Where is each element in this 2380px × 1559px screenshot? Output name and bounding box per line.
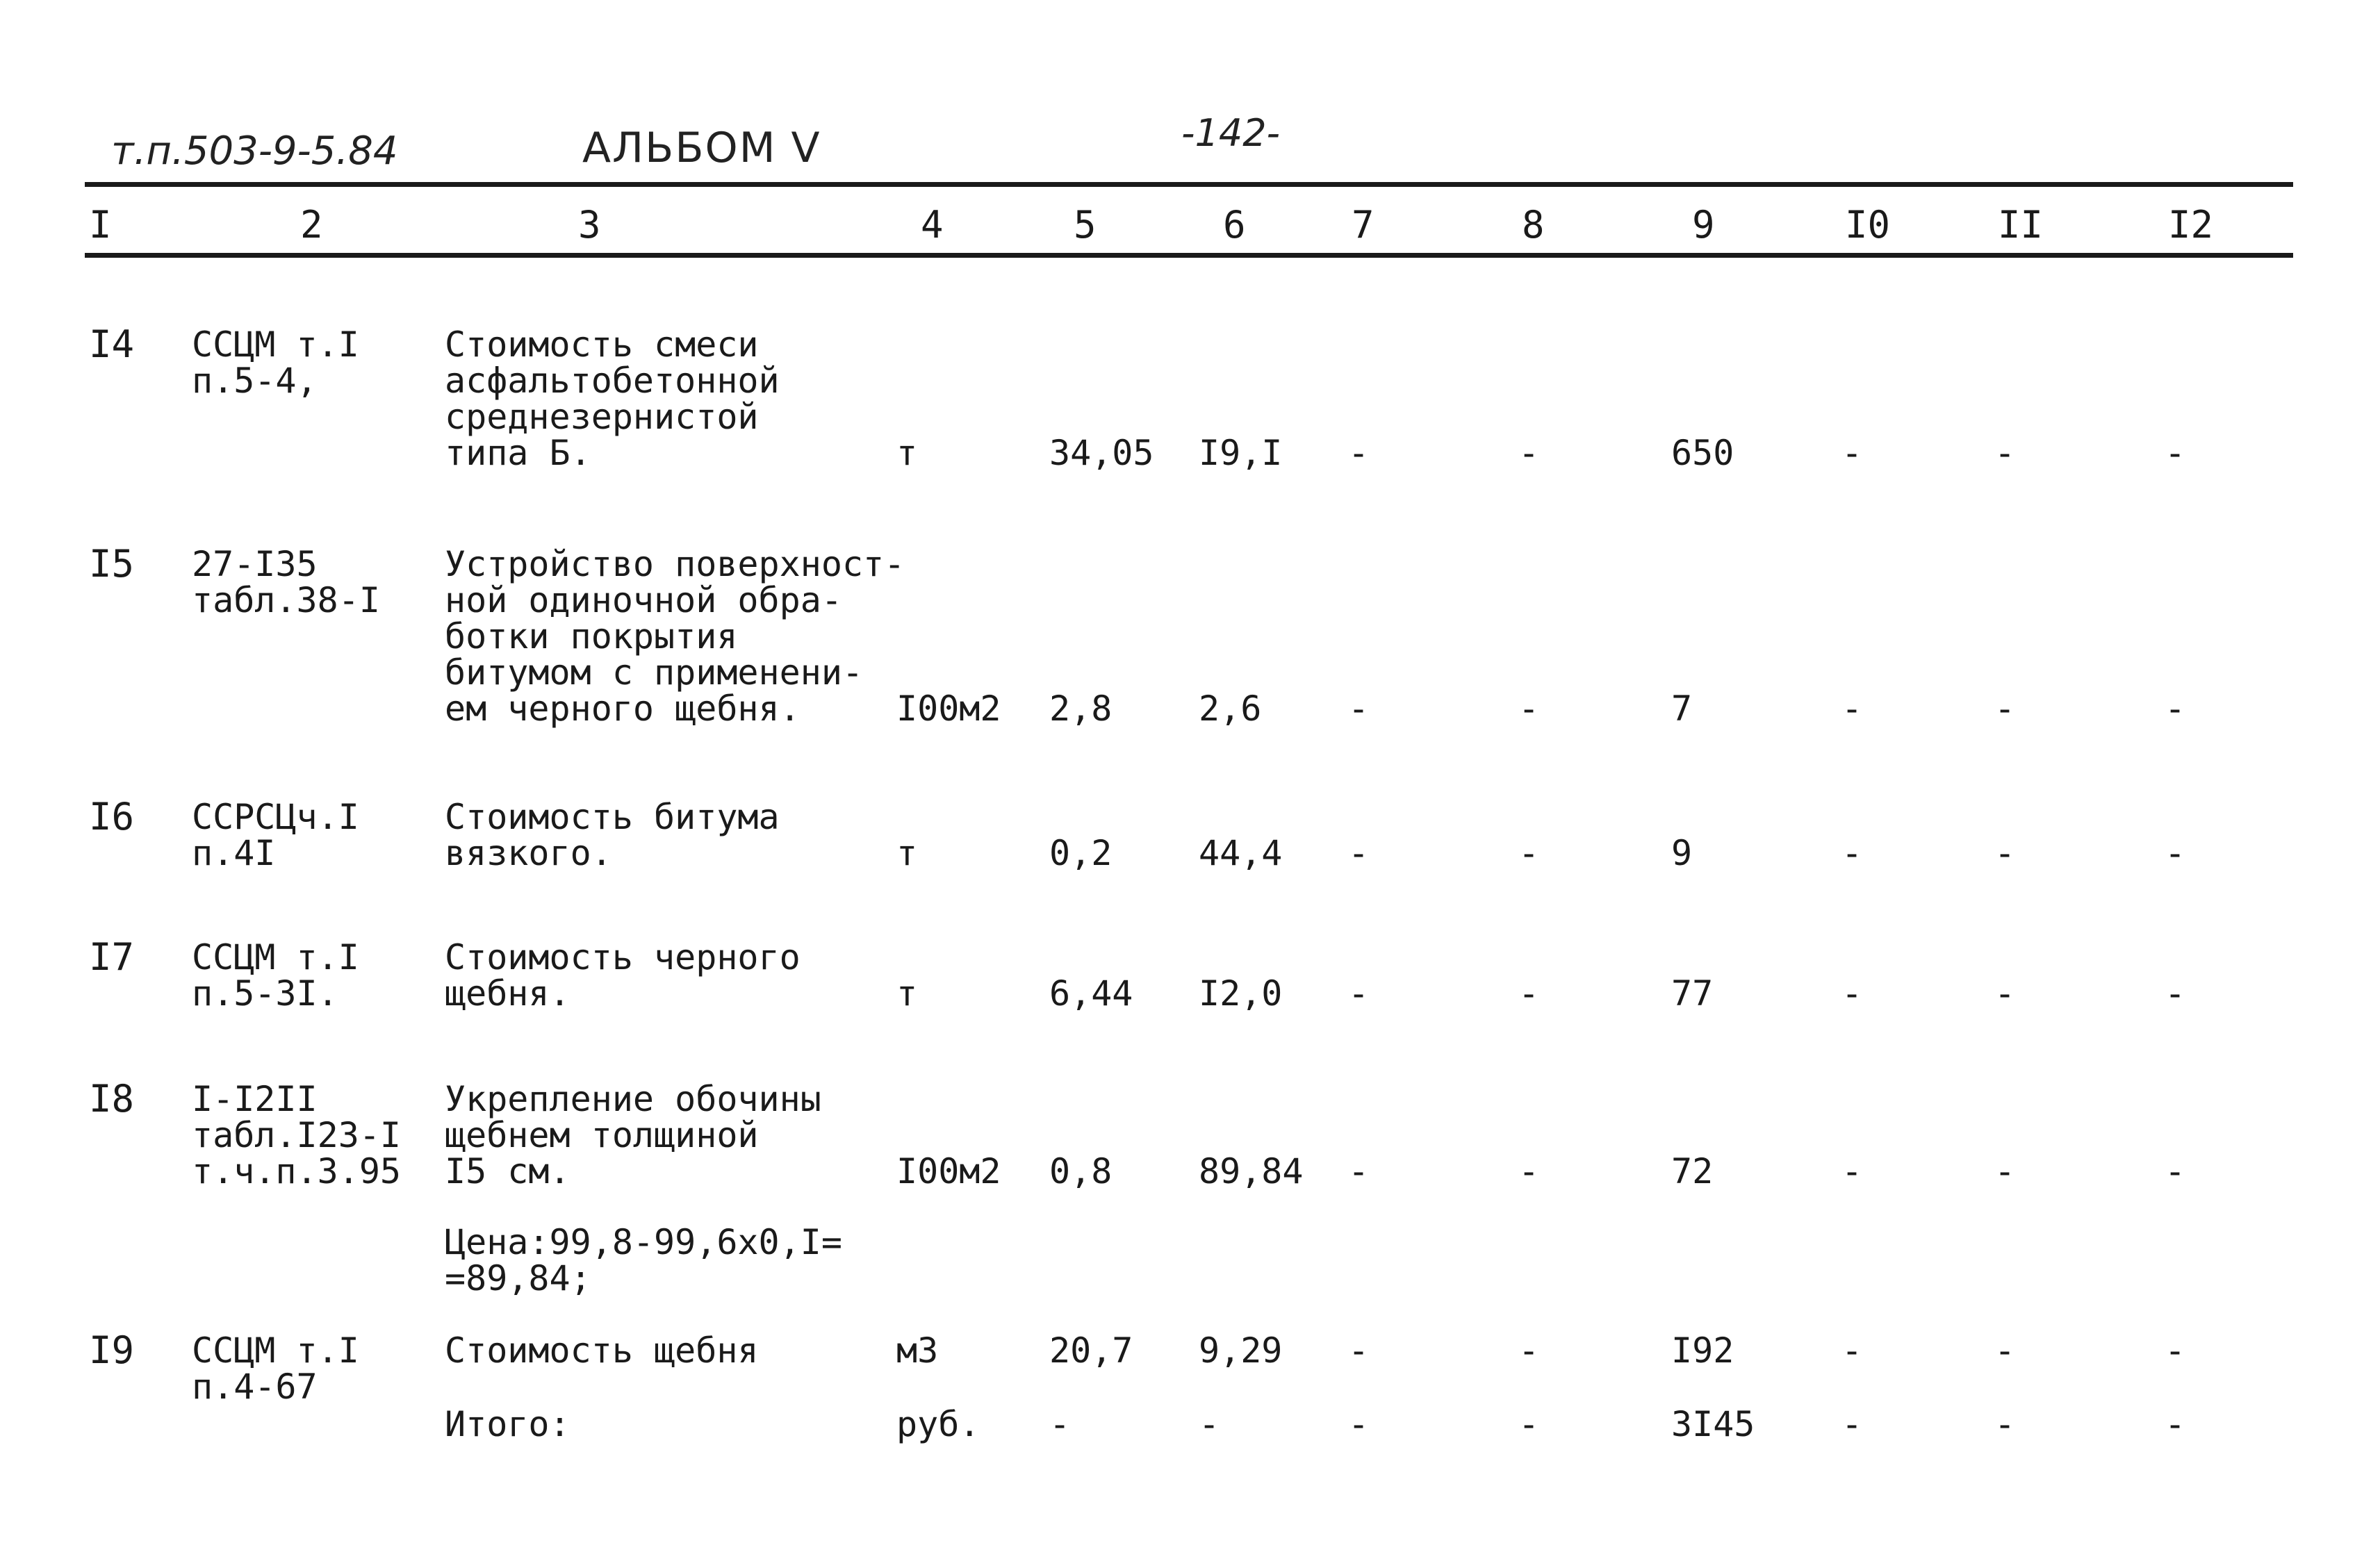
row-price: 89,84: [1199, 1151, 1304, 1191]
row-qty: -: [1049, 1404, 1071, 1444]
row-price: I9,I: [1199, 433, 1283, 473]
page-number: -142-: [1181, 111, 1281, 155]
row-col12: -: [2165, 433, 2186, 473]
row-col7: -: [1348, 973, 1370, 1014]
row-description: Стоимость черного щебня.: [445, 937, 801, 1014]
row-price: 2,6: [1199, 688, 1262, 729]
row-number: I6: [89, 795, 135, 839]
row-qty: 2,8: [1049, 688, 1113, 729]
header-rule-top: [85, 182, 2293, 187]
col-header-11: II: [1998, 203, 2044, 247]
row-col10: -: [1841, 1404, 1863, 1444]
col-header-2: 2: [300, 203, 323, 247]
col-header-6: 6: [1223, 203, 1246, 247]
row-col7: -: [1348, 433, 1370, 473]
row-description: Стоимость смеси асфальтобетонной среднезернистой типа Б.: [445, 324, 780, 473]
col-header-8: 8: [1522, 203, 1545, 247]
row-col7: -: [1348, 1151, 1370, 1191]
row-col12: -: [2165, 1404, 2186, 1444]
row-qty: 34,05: [1049, 433, 1154, 473]
row-col8: -: [1518, 833, 1540, 873]
row-col11: -: [1994, 688, 2016, 729]
col-header-9: 9: [1692, 203, 1715, 247]
row-col7: -: [1348, 833, 1370, 873]
row-col9: 72: [1671, 1151, 1714, 1191]
row-reference: ССЦМ т.I п.5-4,: [192, 324, 359, 401]
row-col9: 7: [1671, 688, 1693, 729]
row-col9: I92: [1671, 1330, 1734, 1371]
row-col10: -: [1841, 973, 1863, 1014]
row-number: I5: [89, 542, 135, 586]
row-qty: 0,2: [1049, 833, 1113, 873]
row-qty: 20,7: [1049, 1330, 1133, 1371]
row-qty: 0,8: [1049, 1151, 1113, 1191]
row-col9: 650: [1671, 433, 1734, 473]
row-qty: 6,44: [1049, 973, 1133, 1014]
row-col11: -: [1994, 833, 2016, 873]
row-col12: -: [2165, 1330, 2186, 1371]
row-unit: т: [896, 973, 918, 1014]
col-header-5: 5: [1074, 203, 1097, 247]
row-col10: -: [1841, 833, 1863, 873]
row-col8: -: [1518, 1151, 1540, 1191]
col-header-10: I0: [1845, 203, 1891, 247]
row-price: -: [1199, 1404, 1220, 1444]
row-col8: -: [1518, 1404, 1540, 1444]
row-description: Укрепление обочины щебнем толщиной I5 см.: [445, 1079, 821, 1191]
row-unit: т: [896, 833, 918, 873]
row-col12: -: [2165, 973, 2186, 1014]
row-col7: -: [1348, 688, 1370, 729]
row-col11: -: [1994, 1404, 2016, 1444]
row-unit: м3: [896, 1330, 939, 1371]
row-reference: ССЦМ т.I п.5-3I.: [192, 937, 359, 1014]
row-unit: I00м2: [896, 1151, 1001, 1191]
total-label: Итого:: [445, 1404, 571, 1444]
col-header-7: 7: [1352, 203, 1374, 247]
row-col10: -: [1841, 688, 1863, 729]
row-col12: -: [2165, 833, 2186, 873]
row-description: Устройство поверхност- ной одиночной обра- ботки покрытия битумом с применени- ем черного щебня.: [445, 544, 905, 729]
row-price-note: Цена:99,8-99,6х0,I= =89,84;: [445, 1222, 842, 1298]
row-description: Стоимость битума вязкого.: [445, 797, 780, 873]
col-header-4: 4: [921, 203, 944, 247]
row-col10: -: [1841, 1151, 1863, 1191]
row-reference: ССЦМ т.I п.4-67: [192, 1330, 359, 1407]
row-unit: I00м2: [896, 688, 1001, 729]
row-col7: -: [1348, 1404, 1370, 1444]
row-price: I2,0: [1199, 973, 1283, 1014]
row-description: Стоимость щебня: [445, 1330, 759, 1371]
row-col8: -: [1518, 1330, 1540, 1371]
row-col8: -: [1518, 688, 1540, 729]
row-price: 44,4: [1199, 833, 1283, 873]
col-header-1: I: [89, 203, 112, 247]
row-number: I4: [89, 322, 135, 366]
total-value: 3I45: [1671, 1404, 1755, 1444]
row-col9: 77: [1671, 973, 1714, 1014]
row-col12: -: [2165, 688, 2186, 729]
row-col12: -: [2165, 1151, 2186, 1191]
row-col11: -: [1994, 973, 2016, 1014]
row-col7: -: [1348, 1330, 1370, 1371]
row-col8: -: [1518, 433, 1540, 473]
row-col11: -: [1994, 433, 2016, 473]
row-col11: -: [1994, 1151, 2016, 1191]
row-col10: -: [1841, 1330, 1863, 1371]
document-code: т.п.503-9-5.84: [111, 129, 398, 174]
row-col8: -: [1518, 973, 1540, 1014]
row-number: I9: [89, 1328, 135, 1372]
row-number: I8: [89, 1077, 135, 1121]
row-reference: 27-I35 табл.38-I: [192, 544, 380, 620]
row-col9: 9: [1671, 833, 1693, 873]
row-number: I7: [89, 935, 135, 979]
total-unit: руб.: [896, 1404, 980, 1444]
row-reference: ССРСЦч.I п.4I: [192, 797, 359, 873]
header-rule-bottom: [85, 253, 2293, 258]
row-price: 9,29: [1199, 1330, 1283, 1371]
row-col11: -: [1994, 1330, 2016, 1371]
row-unit: т: [896, 433, 918, 473]
col-header-12: I2: [2168, 203, 2214, 247]
row-reference: I-I2II табл.I23-I т.ч.п.3.95: [192, 1079, 402, 1191]
row-col10: -: [1841, 433, 1863, 473]
col-header-3: 3: [578, 203, 601, 247]
album-label: АЛЬБОМ V: [582, 124, 821, 172]
